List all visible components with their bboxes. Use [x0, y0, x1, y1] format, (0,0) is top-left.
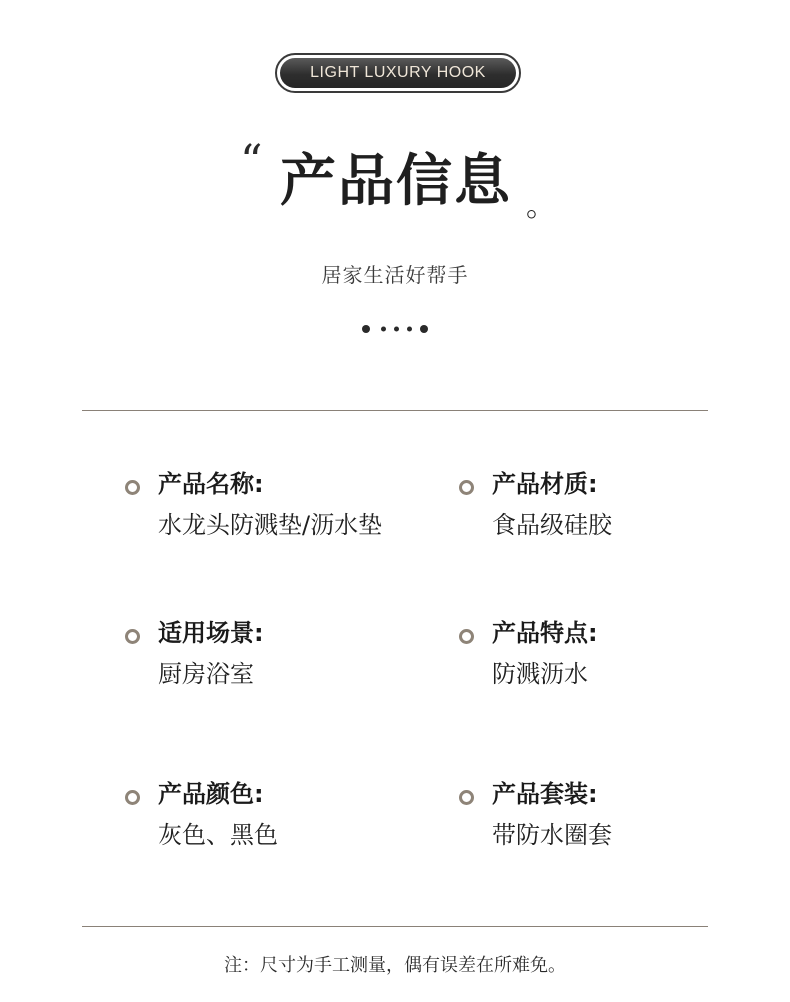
dot-icon [394, 327, 399, 332]
measurement-note: 注：尺寸为手工测量，偶有误差在所难免。 [224, 955, 566, 976]
open-quote-mark: “ [240, 136, 263, 187]
info-label: 产品颜色: [158, 780, 264, 808]
dot-icon [407, 327, 412, 332]
title-period: 。 [526, 189, 556, 224]
top-divider [82, 410, 708, 411]
ring-bullet-icon [459, 790, 474, 805]
dot-icon [381, 327, 386, 332]
dot-icon [420, 325, 428, 333]
info-value: 水龙头防溅垫/沥水垫 [158, 511, 383, 539]
info-value: 厨房浴室 [158, 660, 254, 688]
page-title: 产品信息 [280, 149, 512, 214]
info-value: 防溅沥水 [492, 660, 588, 688]
brand-badge [275, 53, 521, 93]
ring-bullet-icon [125, 790, 140, 805]
info-label: 适用场景: [158, 619, 264, 647]
info-label: 产品名称: [158, 470, 264, 498]
info-value: 带防水圈套 [492, 821, 612, 849]
ring-bullet-icon [459, 629, 474, 644]
bottom-divider [82, 926, 708, 927]
dot-icon [362, 325, 370, 333]
decorative-dots [362, 324, 430, 334]
info-value: 灰色、黑色 [158, 821, 278, 849]
info-label: 产品特点: [492, 619, 598, 647]
info-label: 产品套装: [492, 780, 598, 808]
ring-bullet-icon [125, 629, 140, 644]
page-subtitle: 居家生活好帮手 [321, 263, 469, 287]
ring-bullet-icon [459, 480, 474, 495]
info-value: 食品级硅胶 [492, 511, 612, 539]
brand-badge-label: LIGHT LUXURY HOOK [280, 58, 516, 88]
info-label: 产品材质: [492, 470, 598, 498]
ring-bullet-icon [125, 480, 140, 495]
